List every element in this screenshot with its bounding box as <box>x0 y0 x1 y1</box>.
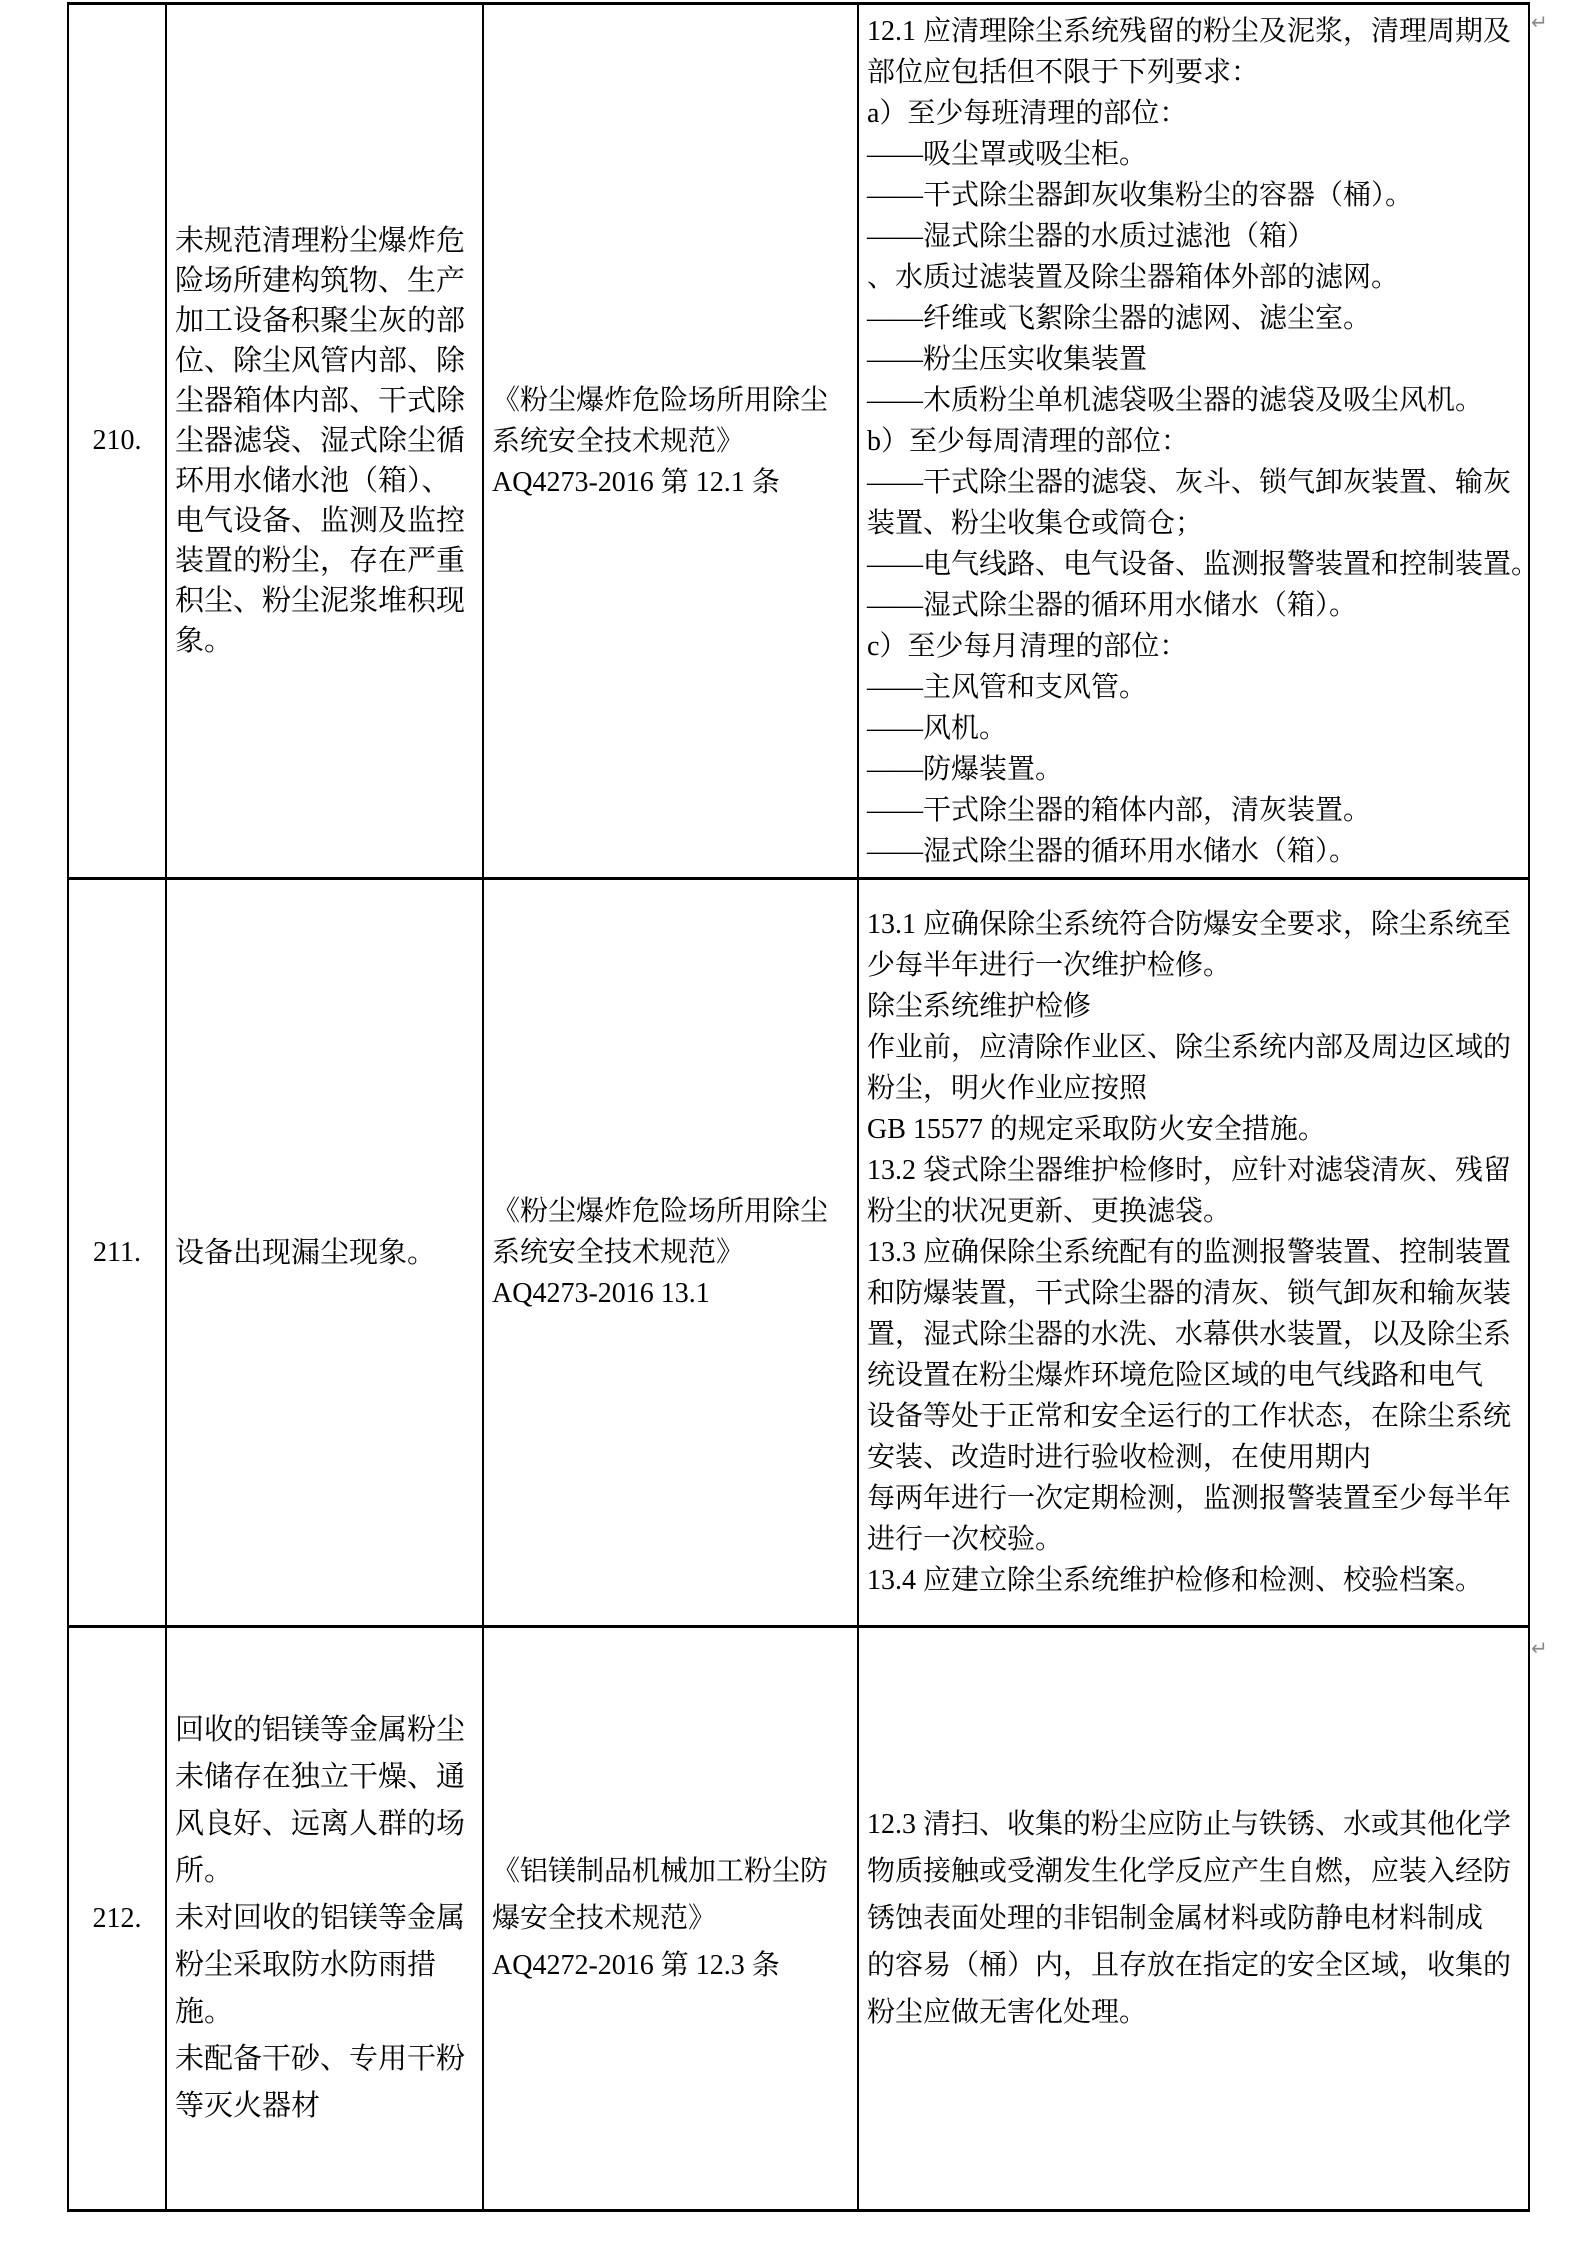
paragraph-mark-icon: ↵ <box>1531 10 1548 34</box>
text-line: 部位应包括但不限于下列要求： <box>867 56 1260 88</box>
table-row <box>68 1627 1529 2211</box>
text-line: 13.4 应建立除尘系统维护检修和检测、校验档案。 <box>867 1565 1484 1596</box>
text-line: GB 15577 的规定采取防火安全措施。 <box>867 1114 1326 1145</box>
text-line: 、水质过滤装置及除尘器箱体外部的滤网。 <box>867 261 1400 293</box>
text-line: 未配备干砂、专用干粉 <box>175 2043 466 2075</box>
text-line: 12.1 应清理除尘系统残留的粉尘及泥浆，清理周期及 <box>867 15 1512 47</box>
hazard-description-cell <box>166 879 483 1627</box>
text-line: ——干式除尘器卸灰收集粉尘的容器（桶）。 <box>867 179 1414 211</box>
text-line: 积尘、粉尘泥浆堆积现 <box>175 585 466 617</box>
table-row <box>68 4 1529 879</box>
row-number <box>68 1627 166 2211</box>
text-line: 粉尘应做无害化处理。 <box>867 1997 1148 2028</box>
text-line: 《粉尘爆炸危险场所用除尘 <box>492 384 829 416</box>
row-number-text: 210. <box>92 425 142 456</box>
text-line: 险场所建构筑物、生产 <box>175 265 466 297</box>
row-number <box>68 879 166 1627</box>
text-line: ——湿式除尘器的水质过滤池（箱） <box>867 220 1316 252</box>
text-line: ——湿式除尘器的循环用水储水（箱）。 <box>867 835 1358 867</box>
text-line: a）至少每班清理的部位： <box>867 97 1188 129</box>
text-line: 未储存在独立干燥、通 <box>175 1761 466 1793</box>
hazard-checklist-table <box>67 2 1540 2212</box>
standard-clause-detail-cell <box>858 4 1540 879</box>
text-line: 尘器箱体内部、干式除 <box>175 385 466 417</box>
text-line: 施。 <box>175 1996 234 2028</box>
text-line: 设备等处于正常和安全运行的工作状态，在除尘系统 <box>867 1401 1512 1432</box>
text-line: ——干式除尘器的滤袋、灰斗、锁气卸灰装置、输灰 <box>867 466 1512 498</box>
standard-clause-detail-cell <box>858 1627 1529 2211</box>
text-line: ——电气线路、电气设备、监测报警装置和控制装置。 <box>867 548 1540 580</box>
text-line: c）至少每月清理的部位： <box>867 630 1188 662</box>
text-line: 风良好、远离人群的场 <box>175 1808 466 1840</box>
standard-reference-cell <box>483 4 858 879</box>
row-number-text: 211. <box>93 1236 141 1268</box>
text-line: 装置、粉尘收集仓或筒仓； <box>867 507 1204 539</box>
text-line: b）至少每周清理的部位： <box>867 425 1190 457</box>
text-line: AQ4273-2016 第 12.1 条 <box>492 466 780 498</box>
text-line: 《粉尘爆炸危险场所用除尘 <box>492 1196 829 1227</box>
text-line: ——纤维或飞絮除尘器的滤网、滤尘室。 <box>867 302 1372 334</box>
row-number-text: 212. <box>92 1902 142 1934</box>
text-line: 作业前，应清除作业区、除尘系统内部及周边区域的 <box>867 1032 1512 1063</box>
text-line: ——粉尘压实收集装置 <box>867 343 1148 375</box>
text-line: ——风机。 <box>867 712 1008 744</box>
text-line: 安装、改造时进行验收检测，在使用期内 <box>867 1442 1372 1473</box>
text-line: 的容易（桶）内，且存放在指定的安全区域，收集的 <box>867 1950 1512 1981</box>
row-number <box>68 4 166 879</box>
hazard-description-cell <box>166 4 483 879</box>
text-line: 尘器滤袋、湿式除尘循 <box>175 425 466 457</box>
text-line: ——木质粉尘单机滤袋吸尘器的滤袋及吸尘风机。 <box>867 384 1484 416</box>
text-line: 少每半年进行一次维护检修。 <box>867 950 1232 981</box>
table-row <box>68 879 1529 1627</box>
text-line: 电气设备、监测及监控 <box>175 505 466 537</box>
text-line: 爆安全技术规范》 <box>492 1903 717 1934</box>
text-line: 未对回收的铝镁等金属 <box>175 1902 466 1934</box>
text-line: 粉尘采取防水防雨措 <box>175 1949 437 1981</box>
text-line: 环用水储水池（箱）、 <box>175 465 451 497</box>
text-line: 《铝镁制品机械加工粉尘防 <box>492 1856 829 1887</box>
text-line: 装置的粉尘，存在严重 <box>175 545 466 577</box>
text-line: 加工设备积聚尘灰的部 <box>175 305 466 337</box>
standard-clause-detail-cell <box>858 879 1529 1627</box>
text-line: AQ4272-2016 第 12.3 条 <box>492 1950 780 1981</box>
text-line: 13.3 应确保除尘系统配有的监测报警装置、控制装置 <box>867 1237 1512 1268</box>
paragraph-mark-icon: ↵ <box>1531 1636 1548 1660</box>
text-line: 位、除尘风管内部、除 <box>175 345 466 377</box>
text-line: 粉尘，明火作业应按照 <box>867 1073 1148 1104</box>
text-line: 12.3 清扫、收集的粉尘应防止与铁锈、水或其他化学 <box>867 1809 1512 1840</box>
text-line: 除尘系统维护检修 <box>867 991 1092 1022</box>
text-line: 和防爆装置，干式除尘器的清灰、锁气卸灰和输灰装 <box>867 1278 1512 1309</box>
hazard-description-cell <box>166 1627 483 2211</box>
text-line: ——吸尘罩或吸尘柜。 <box>867 138 1148 170</box>
text-line: 粉尘的状况更新、更换滤袋。 <box>867 1196 1232 1227</box>
text-line: 象。 <box>175 625 234 657</box>
text-line: 系统安全技术规范》 <box>492 1237 745 1268</box>
text-line: ——主风管和支风管。 <box>867 671 1148 703</box>
text-line: 锈蚀表面处理的非铝制金属材料或防静电材料制成 <box>867 1903 1484 1934</box>
text-line: 等灭火器材 <box>175 2090 321 2122</box>
text-line: 统设置在粉尘爆炸环境危险区域的电气线路和电气 <box>867 1360 1484 1391</box>
text-line: 进行一次校验。 <box>867 1524 1064 1555</box>
text-line: 置，湿式除尘器的水洗、水幕供水装置，以及除尘系 <box>867 1319 1512 1350</box>
text-line: 13.1 应确保除尘系统符合防爆安全要求，除尘系统至 <box>867 909 1512 940</box>
standard-reference-cell <box>483 1627 858 2211</box>
text-line: 未规范清理粉尘爆炸危 <box>175 225 466 257</box>
text-line: 系统安全技术规范》 <box>492 425 745 457</box>
text-line: 回收的铝镁等金属粉尘 <box>175 1714 466 1746</box>
text-line: AQ4273-2016 13.1 <box>492 1278 710 1309</box>
text-line: 设备出现漏尘现象。 <box>175 1236 437 1269</box>
text-line: ——湿式除尘器的循环用水储水（箱）。 <box>867 589 1358 621</box>
text-line: 所。 <box>175 1855 234 1887</box>
text-line: 物质接触或受潮发生化学反应产生自燃，应装入经防 <box>867 1856 1512 1887</box>
standard-reference-cell <box>483 879 858 1627</box>
text-line: ——干式除尘器的箱体内部，清灰装置。 <box>867 794 1372 826</box>
text-line: 每两年进行一次定期检测，监测报警装置至少每半年 <box>867 1483 1512 1514</box>
text-line: 13.2 袋式除尘器维护检修时，应针对滤袋清灰、残留 <box>867 1155 1512 1186</box>
text-line: ——防爆装置。 <box>867 753 1064 785</box>
